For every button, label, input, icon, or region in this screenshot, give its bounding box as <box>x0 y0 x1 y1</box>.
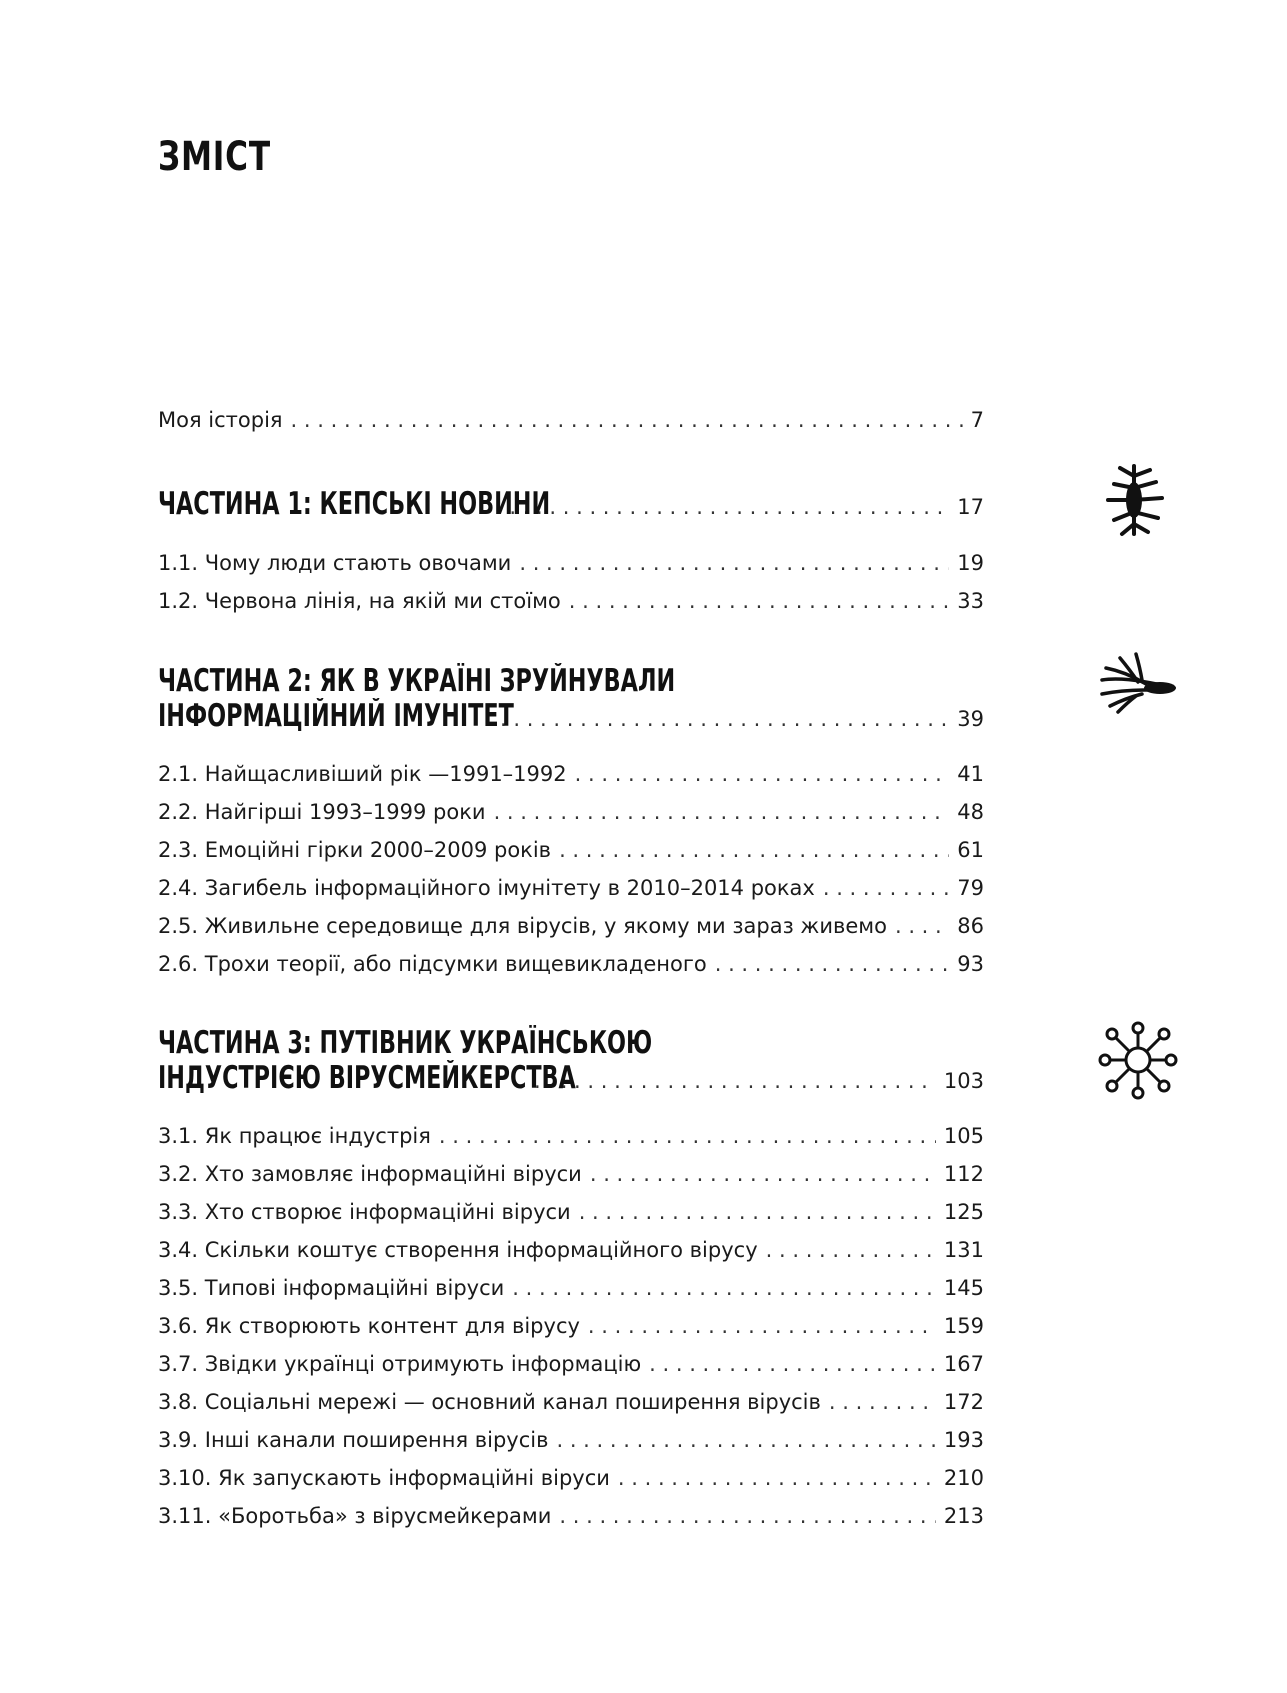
dot-leader <box>559 1504 936 1528</box>
toc-entry-title: 2.6. Трохи теорії, або підсумки вищевикладеного <box>158 952 707 976</box>
toc-entry-title: 1.1. Чому люди стають овочами <box>158 551 512 575</box>
dot-leader <box>895 914 949 938</box>
toc-entry-title: 3.4. Скільки коштує створення інформаційного вірусу <box>158 1238 758 1262</box>
toc-entry[interactable] <box>158 1314 984 1338</box>
toc-entry-title: 2.4. Загибель інформаційного імунітету в 2010–2014 роках <box>158 876 815 900</box>
dot-leader <box>512 1276 936 1300</box>
toc-entry-page: 33 <box>957 589 984 613</box>
toc-entry-page: 167 <box>943 1352 984 1376</box>
dot-leader <box>575 762 950 786</box>
toc-entry[interactable] <box>158 838 984 862</box>
toc-entry-title: 2.5. Живильне середовище для вірусів, у якому ми зараз живемо <box>158 914 887 938</box>
toc-entry[interactable] <box>158 1466 984 1490</box>
toc-part-3[interactable] <box>158 1060 984 1096</box>
toc-entry-title: 2.1. Найщасливіший рік —1991–1992 <box>158 762 567 786</box>
toc-entry[interactable] <box>158 589 984 613</box>
bacteria-cluster-icon <box>1096 650 1180 720</box>
dot-leader <box>569 589 950 613</box>
dot-leader <box>556 1428 935 1452</box>
part-page: 17 <box>957 495 984 519</box>
toc-part-2[interactable] <box>158 698 984 734</box>
dot-leader <box>618 1466 936 1490</box>
toc-entry-title: 2.2. Найгірші 1993–1999 роки <box>158 800 486 824</box>
part-page: 39 <box>957 707 984 731</box>
dot-leader <box>496 495 949 519</box>
dot-leader <box>649 1352 936 1376</box>
network-virus-icon <box>1098 1020 1178 1100</box>
toc-entry[interactable] <box>158 1390 984 1414</box>
part-title: ІНДУСТРІЄЮ ВІРУСМЕЙКЕРСТВА <box>158 1060 576 1096</box>
toc-entry-title: 1.2. Червона лінія, на якій ми стоїмо <box>158 589 561 613</box>
toc-entry-page: 93 <box>957 952 984 976</box>
spiky-virus-icon <box>1100 462 1168 538</box>
dot-leader <box>715 952 950 976</box>
toc-entry-title: 3.7. Звідки українці отримують інформацію <box>158 1352 642 1376</box>
toc-entry[interactable] <box>158 952 984 976</box>
dot-leader <box>766 1238 936 1262</box>
dot-leader <box>579 1200 936 1224</box>
toc-entry-title: 3.2. Хто замовляє інформаційні віруси <box>158 1162 582 1186</box>
toc-entry-page: 19 <box>957 551 984 575</box>
toc-entry-page: 112 <box>943 1162 984 1186</box>
toc-entry-page: 61 <box>957 838 984 862</box>
toc-entry-page: 86 <box>957 914 984 938</box>
toc-entry[interactable] <box>158 762 984 786</box>
toc-entry-page: 125 <box>943 1200 984 1224</box>
toc-entry-page: 210 <box>943 1466 984 1490</box>
toc-entry-title: 3.9. Інші канали поширення вірусів <box>158 1428 549 1452</box>
dot-leader <box>500 707 949 731</box>
toc-entry[interactable] <box>158 1428 984 1452</box>
toc-entry[interactable] <box>158 1124 984 1148</box>
dot-leader <box>829 1390 936 1414</box>
toc-entry-title: 3.11. «Боротьба» з вірусмейкерами <box>158 1504 552 1528</box>
part-title: ІНФОРМАЦІЙНИЙ ІМУНІТЕТ <box>158 698 514 734</box>
toc-part-1[interactable] <box>158 486 984 522</box>
toc-entry[interactable] <box>158 1352 984 1376</box>
toc-entry[interactable] <box>158 914 984 938</box>
toc-entry[interactable] <box>158 551 984 575</box>
toc-entry-title: 3.5. Типові інформаційні віруси <box>158 1276 505 1300</box>
dot-leader <box>439 1124 936 1148</box>
part-title-line: ЧАСТИНА 2: ЯК В УКРАЇНІ ЗРУЙНУВАЛИ <box>158 663 676 699</box>
dot-leader <box>494 800 950 824</box>
toc-entry-page: 193 <box>943 1428 984 1452</box>
toc-entry-title: 3.1. Як працює індустрія <box>158 1124 431 1148</box>
toc-entry-page: 213 <box>943 1504 984 1528</box>
toc-entry-intro[interactable] <box>158 408 984 432</box>
toc-entry-title: 3.8. Соціальні мережі — основний канал поширення вірусів <box>158 1390 821 1414</box>
toc-entry[interactable] <box>158 1162 984 1186</box>
toc-entry-title: 3.3. Хто створює інформаційні віруси <box>158 1200 571 1224</box>
part-title-line: ЧАСТИНА 3: ПУТІВНИК УКРАЇНСЬКОЮ <box>158 1025 653 1061</box>
toc-entry[interactable] <box>158 1238 984 1262</box>
toc-entry-title: 2.3. Емоційні гірки 2000–2009 років <box>158 838 552 862</box>
toc-entry[interactable] <box>158 1276 984 1300</box>
toc-entry-page: 48 <box>957 800 984 824</box>
toc-entry-title: 3.10. Як запускають інформаційні віруси <box>158 1466 610 1490</box>
dot-leader <box>823 876 949 900</box>
part-page: 103 <box>943 1069 984 1093</box>
toc-entry[interactable] <box>158 800 984 824</box>
toc-entry-page: 105 <box>943 1124 984 1148</box>
dot-leader <box>559 838 949 862</box>
page-title: ЗМІСТ <box>158 134 271 180</box>
toc-entry[interactable] <box>158 876 984 900</box>
dot-leader <box>519 551 949 575</box>
part-title: ЧАСТИНА 1: КЕПСЬКІ НОВИНИ <box>158 486 551 522</box>
toc-entry-page: 172 <box>943 1390 984 1414</box>
toc-entry-page: 145 <box>943 1276 984 1300</box>
toc-entry[interactable] <box>158 1504 984 1528</box>
dot-leader <box>291 408 963 432</box>
dot-leader <box>590 1162 936 1186</box>
toc-entry-page: 131 <box>943 1238 984 1262</box>
toc-entry-page: 41 <box>957 762 984 786</box>
toc-entry-title: Моя історія <box>158 408 283 432</box>
dot-leader <box>534 1069 936 1093</box>
toc-entry-page: 7 <box>970 408 984 432</box>
toc-entry[interactable] <box>158 1200 984 1224</box>
toc-entry-page: 159 <box>943 1314 984 1338</box>
toc-entry-title: 3.6. Як створюють контент для вірусу <box>158 1314 580 1338</box>
toc-entry-page: 79 <box>957 876 984 900</box>
dot-leader <box>588 1314 936 1338</box>
